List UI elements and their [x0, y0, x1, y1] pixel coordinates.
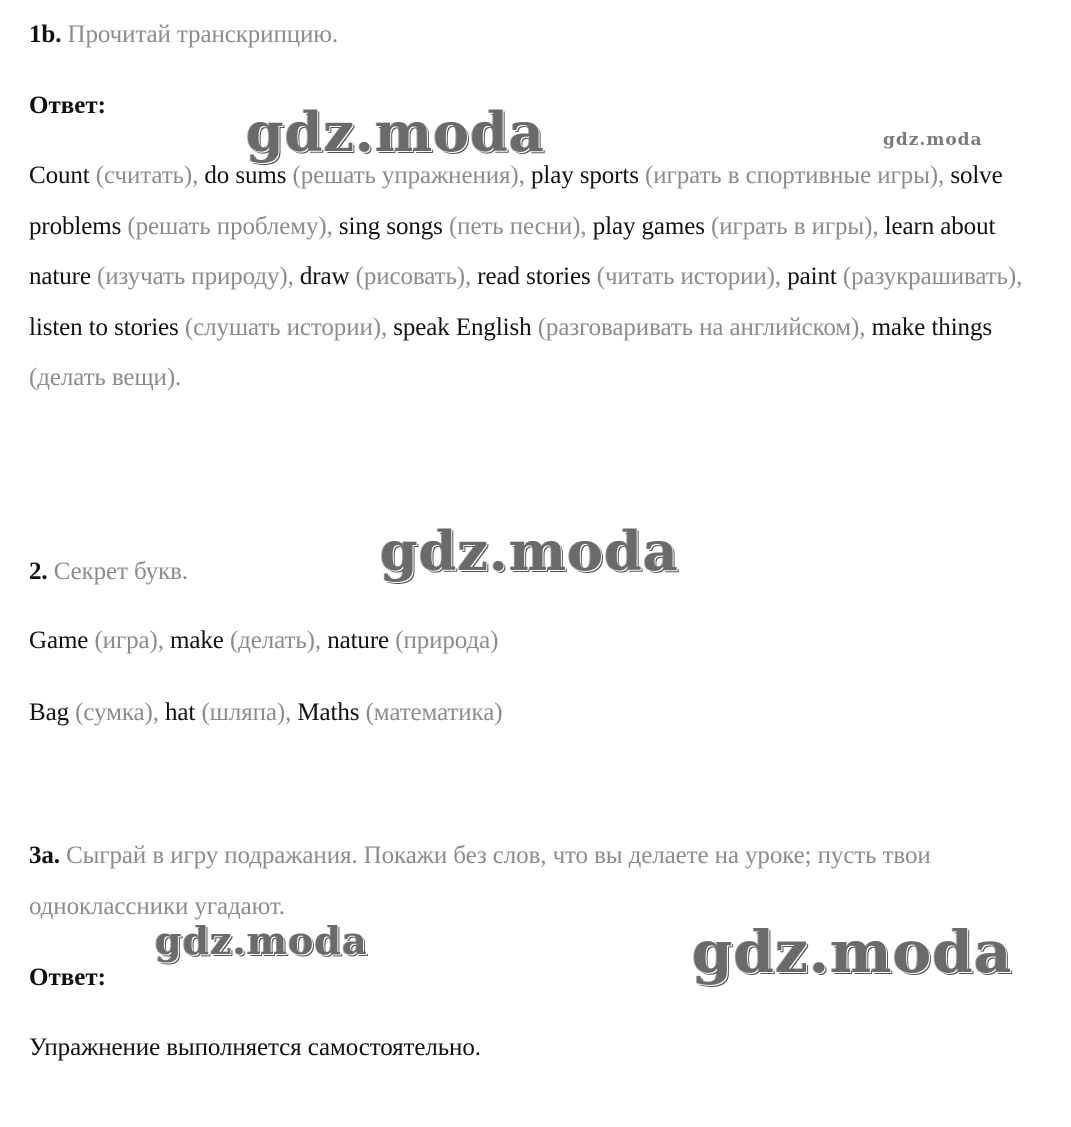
- task-3a-answer: Упражнение выполняется самостоятельно.: [29, 1034, 481, 1061]
- russian-translation: (игра),: [94, 627, 164, 654]
- english-phrase: draw: [299, 263, 350, 290]
- english-phrase: sing songs: [338, 212, 443, 240]
- russian-translation: (слушать истории),: [184, 313, 388, 341]
- english-phrase: Bag: [29, 699, 69, 726]
- english-phrase: make: [170, 627, 224, 654]
- russian-translation: (решать упражнения),: [292, 162, 525, 189]
- english-phrase: speak English: [393, 313, 532, 341]
- english-phrase: make things: [871, 313, 992, 341]
- task-2-answer-line-2: [29, 688, 1039, 739]
- task-1b-heading: [29, 10, 1039, 61]
- russian-translation: (играть в спортивные игры),: [645, 162, 945, 189]
- watermark-logo: gdz.moda: [246, 100, 545, 164]
- russian-translation: (считать),: [95, 162, 199, 189]
- english-phrase: learn about nature: [29, 212, 996, 290]
- task-2-answer-line-1: [29, 616, 1039, 667]
- english-phrase: Game: [29, 627, 89, 654]
- answer-label: Ответ:: [29, 964, 106, 991]
- task-instruction: Секрет букв.: [53, 558, 188, 585]
- russian-translation: (читать истории),: [596, 263, 782, 290]
- task-number: 1b.: [29, 21, 62, 48]
- task-3a-heading: [29, 831, 1009, 932]
- russian-translation: (сумка),: [75, 699, 159, 726]
- english-phrase: play games: [592, 212, 705, 240]
- english-phrase: Count: [29, 162, 90, 189]
- watermark-logo: gdz.moda: [692, 918, 1013, 986]
- russian-translation: (разукрашивать),: [842, 263, 1023, 290]
- english-phrase: Maths: [297, 699, 360, 726]
- english-phrase: paint: [787, 263, 837, 290]
- english-phrase: solve problems: [29, 162, 1003, 240]
- watermark-logo: gdz.moda: [883, 130, 983, 150]
- task-instruction: Сыграй в игру подражания. Покажи без слов, что вы делаете на уроке; пусть твои одноклассники угадают.: [29, 842, 931, 920]
- russian-translation: (рисовать),: [355, 263, 472, 290]
- answer-label: Ответ:: [29, 92, 106, 119]
- russian-translation: (петь песни),: [448, 212, 587, 240]
- task-number: 2.: [29, 558, 48, 585]
- task-instruction: Прочитай транскрипцию.: [67, 21, 339, 48]
- task-1b-answer: [29, 151, 1029, 404]
- russian-translation: (математика): [365, 699, 503, 726]
- russian-translation: (природа): [395, 627, 499, 654]
- english-phrase: do sums: [204, 162, 287, 189]
- russian-translation: (делать вещи).: [29, 364, 182, 391]
- watermark-logo: gdz.moda: [155, 918, 368, 963]
- russian-translation: (изучать природу),: [97, 263, 294, 290]
- english-phrase: read stories: [477, 263, 591, 290]
- english-phrase: nature: [327, 627, 390, 654]
- english-phrase: hat: [165, 699, 196, 726]
- watermark-logo: gdz.moda: [380, 519, 679, 583]
- task-number: 3a.: [29, 842, 60, 869]
- russian-translation: (разговаривать на английском),: [537, 313, 866, 341]
- russian-translation: (решать проблему),: [127, 212, 333, 240]
- russian-translation: (шляпа),: [201, 699, 292, 726]
- english-phrase: listen to stories: [29, 313, 179, 341]
- russian-translation: (делать),: [229, 627, 322, 654]
- russian-translation: (играть в игры),: [711, 212, 879, 240]
- english-phrase: play sports: [530, 162, 639, 189]
